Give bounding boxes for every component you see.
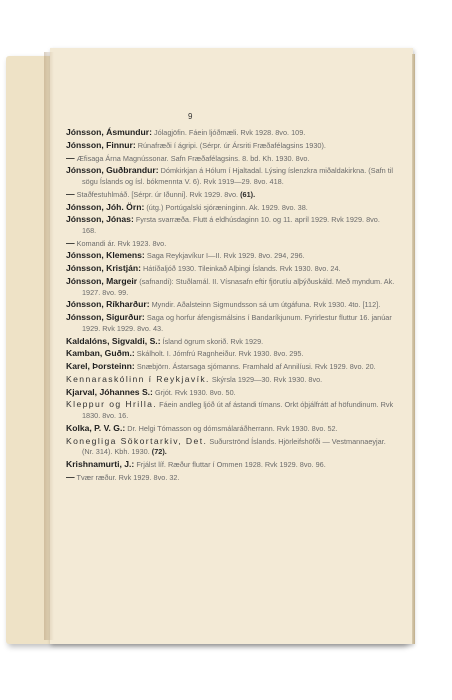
bibliography-entry <box>66 127 396 139</box>
entry-text: Dómkirkjan á Hólum í Hjaltadal. Lýsing íslenzkra miðaldakirkna. (Safn til sögu Íslands og ísl. bókmennta V. 6). Rvk 1919—29. 8vo. 418. <box>82 166 394 186</box>
entry-author: Konegliga Sökortarkiv, Det. <box>66 435 208 446</box>
entry-text: (útg.) Portúgalski sjóræninginn. Ak. 1929. 8vo. 38. <box>146 202 308 212</box>
entry-author: Kamban, Guðm.: <box>66 348 135 359</box>
entry-author: Jónsson, Guðbrandur: <box>66 165 159 176</box>
entry-text: Fáein andleg ljóð út af ástandi tímans. Orkt óþjálfrátt af höfundinum. Rvk 1830. 8vo. 16. <box>82 400 394 421</box>
entry-author: — <box>66 152 75 163</box>
entry-author: Jónsson, Klemens: <box>66 250 145 261</box>
bibliography-entry <box>66 374 396 386</box>
entry-text: Skálholt. I. Jómfrú Ragnheiður. Rvk 1930. 8vo. 295. <box>136 349 304 359</box>
entry-author: Jónsson, Jóh. Örn: <box>66 201 145 212</box>
entry-text: Skýrsla 1929—30. Rvk 1930. 8vo. <box>211 374 323 384</box>
entry-author: — <box>66 471 75 482</box>
entry-text: Suðurströnd Íslands. Hjörleifshöfði — Vestmannaeyjar. (Nr. 314). Kbh. 1930. <box>82 436 386 457</box>
entry-text: Hátíðaljóð 1930. Tileinkað Alþingi Íslands. Rvk 1930. 8vo. 24. <box>143 264 341 274</box>
entry-text: Tvær ræður. Rvk 1929. 8vo. 32. <box>76 472 180 482</box>
entry-author: Jónsson, Ásmundur: <box>66 127 152 137</box>
entry-author: — <box>66 237 75 248</box>
entry-text: Grjót. Rvk 1930. 8vo. 50. <box>154 387 236 397</box>
entry-text: Saga og horfur áfengismálsins í Bandaríkjunum. Fyrirlestur fluttur 16. janúar 1929. Rvk 1929. 8vo. 43. <box>82 313 392 333</box>
bibliography-entry <box>66 276 396 298</box>
entry-text: Ísland ögrum skorið. Rvk 1929. <box>162 336 264 346</box>
page-edge <box>412 54 415 644</box>
page-gutter-shadow <box>44 52 54 640</box>
entry-text: Komandi ár. Rvk 1923. 8vo. <box>76 238 167 248</box>
entry-author: Krishnamurti, J.: <box>66 458 135 469</box>
entry-text: Staðfestuhlmáð. [Sérpr. úr Iðunni]. Rvk 1929. 8vo. <box>76 189 239 199</box>
entry-author: Jónsson, Finnur: <box>66 139 136 150</box>
entry-author: Kennaraskólinn í Reykjavík. <box>66 373 210 384</box>
entry-text: Jólagjöfin. Fáein ljóðmæli. Rvk 1928. 8vo. 109. <box>153 128 306 137</box>
entry-author: Jónsson, Margeir <box>66 276 138 286</box>
entry-author: Jónsson, Kristján: <box>66 263 141 274</box>
bibliography-entry <box>66 423 396 435</box>
entry-author: Karel, Þorsteinn: <box>66 361 135 372</box>
bibliography-entry <box>66 436 396 458</box>
bibliography-entry <box>66 459 396 471</box>
bibliography-entry <box>66 165 396 187</box>
page-number: 9 <box>188 112 193 121</box>
bibliography-entry <box>66 153 396 165</box>
entry-author: Jónsson, Ríkharður: <box>66 299 150 310</box>
bibliography-entry <box>66 238 396 250</box>
bibliography-entry <box>66 399 396 421</box>
entry-author: Jónsson, Sigurður: <box>66 312 145 323</box>
bibliography-entry <box>66 263 396 275</box>
entry-author: Kolka, P. V. G.: <box>66 422 126 433</box>
bibliography-entry <box>66 336 396 348</box>
entry-text: Dr. Helgi Tómasson og dómsmálaráðherrann. Rvk 1930. 8vo. 52. <box>127 423 338 433</box>
bibliography-entry <box>66 387 396 399</box>
entry-text: (safnandi): Stuðlamál. II. Vísnasafn eftir fjörutíu alþýðuskáld. Með myndum. Ak. 1927. 8vo. 99. <box>82 277 395 297</box>
entry-reference-number: (61). <box>240 189 256 199</box>
bibliography-entry <box>66 202 396 214</box>
entry-text: Fyrsta svarræða. Flutt á eldhúsdaginn 10. og 11. apríl 1929. Rvk 1929. 8vo. 168. <box>82 215 380 235</box>
bibliography-entry <box>66 189 396 201</box>
bibliography-entry <box>66 312 396 334</box>
bibliography-entry <box>66 472 396 484</box>
entry-author: Kleppur og Hrilla. <box>66 399 158 410</box>
bibliography-list <box>66 127 396 485</box>
entry-text: Snæbjörn. Ástarsaga sjómanns. Framhald af Annilíusi. Rvk 1929. 8vo. 20. <box>136 362 376 372</box>
entry-author: Kaldalóns, Sigvaldi, S.: <box>66 335 161 346</box>
entry-author: Kjarval, Jóhannes S.: <box>66 386 153 397</box>
entry-reference-number: (72). <box>151 447 167 457</box>
entry-author: Jónsson, Jónas: <box>66 214 134 225</box>
bibliography-entry <box>66 250 396 262</box>
bibliography-entry <box>66 361 396 373</box>
bibliography-entry <box>66 214 396 236</box>
bibliography-entry <box>66 348 396 360</box>
entry-text: Saga Reykjavíkur I—II. Rvk 1929. 8vo. 294, 296. <box>146 251 305 261</box>
entry-text: Æfisaga Árna Magnússonar. Safn Fræðafélagsins. 8. bd. Kh. 1930. 8vo. <box>76 153 310 163</box>
entry-text: Rúnafræði í ágripi. (Sérpr. úr Ársriti Fræðafélagsins 1930). <box>137 140 326 150</box>
bibliography-entry <box>66 140 396 152</box>
entry-text: Frjálst líf. Ræður fluttar í Ommen 1928. Rvk 1929. 8vo. 96. <box>136 459 326 469</box>
entry-author: — <box>66 188 75 199</box>
bibliography-entry <box>66 299 396 311</box>
entry-text: Myndir. Aðalsteinn Sigmundsson sá um útgáfuna. Rvk 1930. 4to. [112]. <box>151 300 381 310</box>
